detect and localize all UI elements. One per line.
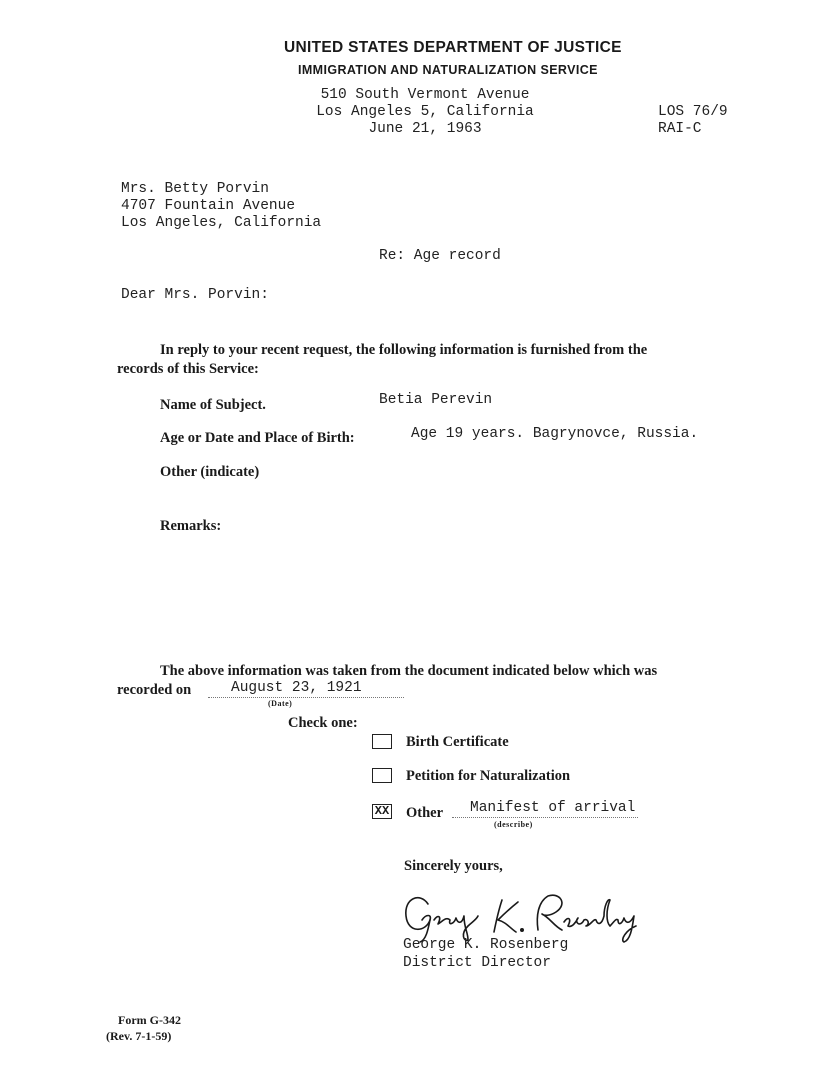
form-number: Form G-342 (118, 1013, 181, 1027)
form-revision: (Rev. 7-1-59) (106, 1029, 172, 1043)
name-of-subject-label: Name of Subject. (160, 397, 266, 413)
recipient-name: Mrs. Betty Porvin (121, 181, 269, 197)
check-one-label: Check one: (288, 715, 358, 731)
file-reference-code: RAI-C (658, 121, 702, 137)
name-of-subject-value: Betia Perevin (379, 392, 493, 408)
date-caption: (Date) (268, 699, 293, 708)
birth-certificate-label: Birth Certificate (406, 734, 509, 750)
signer-name: George K. Rosenberg (403, 937, 569, 953)
other-indicate-label: Other (indicate) (160, 464, 260, 480)
office-address-line1: 510 South Vermont Avenue (320, 87, 530, 103)
signer-title: District Director (403, 955, 551, 971)
salutation: Dear Mrs. Porvin: (121, 287, 269, 303)
recorded-date-value: August 23, 1921 (231, 680, 362, 696)
recorded-on-label: recorded on (117, 682, 192, 698)
service-heading: IMMIGRATION AND NATURALIZATION SERVICE (298, 63, 598, 77)
recipient-city: Los Angeles, California (121, 215, 322, 231)
office-address-line2: Los Angeles 5, California (316, 104, 534, 120)
intro-text-line1: In reply to your recent request, the following information is furnished from the (160, 342, 648, 358)
petition-naturalization-label: Petition for Naturalization (406, 768, 571, 784)
birth-certificate-checkbox[interactable] (372, 734, 392, 749)
recorded-date-line (208, 697, 404, 698)
recipient-street: 4707 Fountain Avenue (121, 198, 296, 214)
birth-info-value: Age 19 years. Bagrynovce, Russia. (411, 426, 699, 442)
file-reference: LOS 76/9 (658, 104, 728, 120)
re-line: Re: Age record (379, 248, 501, 264)
birth-info-label: Age or Date and Place of Birth: (160, 430, 355, 446)
other-option-label: Other (406, 805, 444, 821)
petition-naturalization-checkbox[interactable] (372, 768, 392, 783)
other-describe-line (452, 817, 638, 818)
other-checkbox[interactable]: XX (372, 804, 392, 819)
remarks-label: Remarks: (160, 518, 222, 534)
intro-text-line2: records of this Service: (117, 361, 259, 377)
closing-phrase: Sincerely yours, (404, 858, 503, 874)
describe-caption: (describe) (494, 820, 533, 829)
other-describe-value: Manifest of arrival (470, 800, 636, 816)
source-text-line1: The above information was taken from the document indicated below which was (160, 663, 658, 679)
department-heading: UNITED STATES DEPARTMENT OF JUSTICE (284, 39, 622, 56)
letter-date: June 21, 1963 (368, 121, 482, 137)
